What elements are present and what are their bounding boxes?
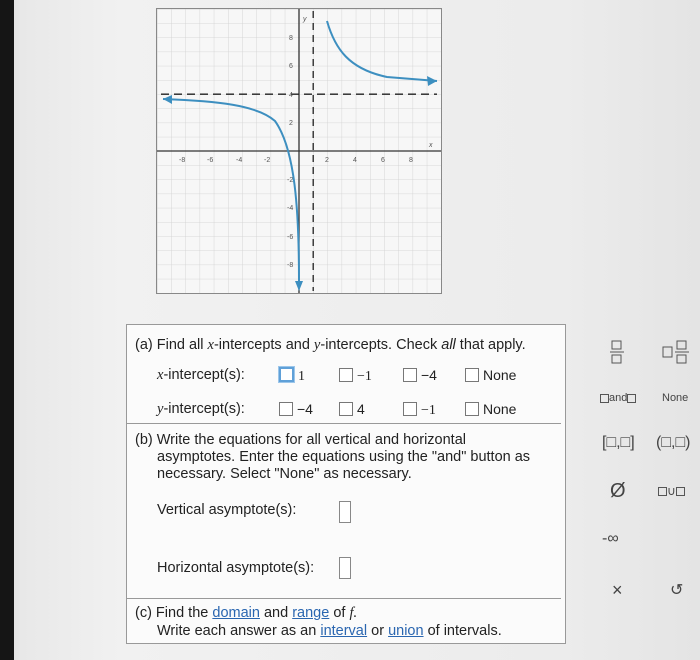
horizontal-asymptote-input[interactable] [339, 557, 351, 579]
question-panel [126, 324, 566, 644]
closed-interval-button[interactable]: [□,□] [602, 434, 635, 451]
graph-svg [157, 9, 441, 293]
x-tick: -2 [264, 157, 271, 164]
y-tick: -2 [287, 177, 294, 184]
range-link[interactable]: range [292, 605, 330, 621]
empty-set-button[interactable]: Ø [610, 480, 626, 502]
x-tick: 6 [381, 157, 385, 164]
open-interval-button[interactable]: (□,□) [656, 434, 691, 451]
undo-button[interactable]: ↺ [670, 582, 684, 599]
part-b-line-3: necessary. Select "None" as necessary. [157, 466, 412, 482]
x-intercept-option-neg4[interactable]: −4 [403, 367, 437, 383]
horizontal-asymptote-label: Horizontal asymptote(s): [157, 560, 315, 576]
checkbox[interactable] [465, 368, 479, 382]
y-intercept-option-none[interactable]: None [465, 401, 516, 417]
x-tick: 2 [325, 157, 329, 164]
y-intercept-option-neg1[interactable]: −1 [403, 401, 436, 419]
vertical-asymptote-label: Vertical asymptote(s): [157, 502, 297, 518]
part-c-line-2: Write each answer as an interval or union of intervals. [157, 623, 502, 639]
x-tick: -4 [236, 157, 243, 164]
fraction-button[interactable] [610, 340, 624, 367]
y-tick: 6 [289, 63, 293, 70]
union-button[interactable]: ∪ [658, 484, 685, 498]
x-intercept-option-1[interactable]: 1 [279, 367, 305, 385]
y-tick: 4 [289, 92, 293, 99]
domain-link[interactable]: domain [212, 605, 260, 621]
interval-link[interactable]: interval [320, 623, 368, 639]
y-intercept-label: y-intercept(s): [157, 401, 245, 417]
and-button[interactable]: and [600, 392, 636, 404]
math-palette [570, 326, 700, 646]
x-axis-label: x [429, 142, 433, 149]
part-c-line-1: (c) Find the domain and range of f. [135, 605, 358, 621]
y-intercept-option-4[interactable]: 4 [339, 401, 365, 417]
x-intercept-option-none[interactable]: None [465, 367, 516, 383]
x-tick: 8 [409, 157, 413, 164]
x-tick: 4 [353, 157, 357, 164]
y-tick: -6 [287, 234, 294, 241]
checkbox[interactable] [403, 368, 417, 382]
checkbox[interactable] [279, 402, 293, 416]
clear-button[interactable]: × [612, 580, 623, 600]
checkbox[interactable] [403, 402, 417, 416]
checkbox[interactable] [339, 368, 353, 382]
y-intercept-option-neg4[interactable]: −4 [279, 401, 313, 417]
y-axis-label: y [303, 16, 307, 23]
vertical-asymptote-input[interactable] [339, 501, 351, 523]
part-b [127, 424, 561, 599]
y-tick: 8 [289, 35, 293, 42]
part-b-line-1: (b) Write the equations for all vertical and horizontal [135, 432, 466, 448]
x-intercept-label: x-intercept(s): [157, 367, 245, 383]
y-tick: -4 [287, 205, 294, 212]
checkbox[interactable] [465, 402, 479, 416]
part-b-line-2: asymptotes. Enter the equations using the "and" button as [157, 449, 531, 465]
neg-infinity-button[interactable]: -∞ [602, 530, 619, 547]
x-tick: -8 [179, 157, 186, 164]
x-intercept-option-neg1[interactable]: −1 [339, 367, 372, 385]
function-graph [156, 8, 442, 294]
checkbox[interactable] [279, 367, 294, 382]
part-c [127, 599, 561, 643]
y-tick: 2 [289, 120, 293, 127]
mixed-number-button[interactable] [662, 340, 690, 367]
part-a-prompt: (a) Find all x-intercepts and y-intercepts. Check all that apply. [135, 337, 526, 353]
part-a [127, 325, 561, 424]
fraction-icon [610, 340, 624, 364]
mixed-number-icon [662, 340, 690, 364]
checkbox[interactable] [339, 402, 353, 416]
none-button[interactable]: None [662, 392, 689, 404]
union-link[interactable]: union [388, 623, 424, 639]
screen-edge [0, 0, 14, 660]
x-tick: -6 [207, 157, 214, 164]
y-tick: -8 [287, 262, 294, 269]
